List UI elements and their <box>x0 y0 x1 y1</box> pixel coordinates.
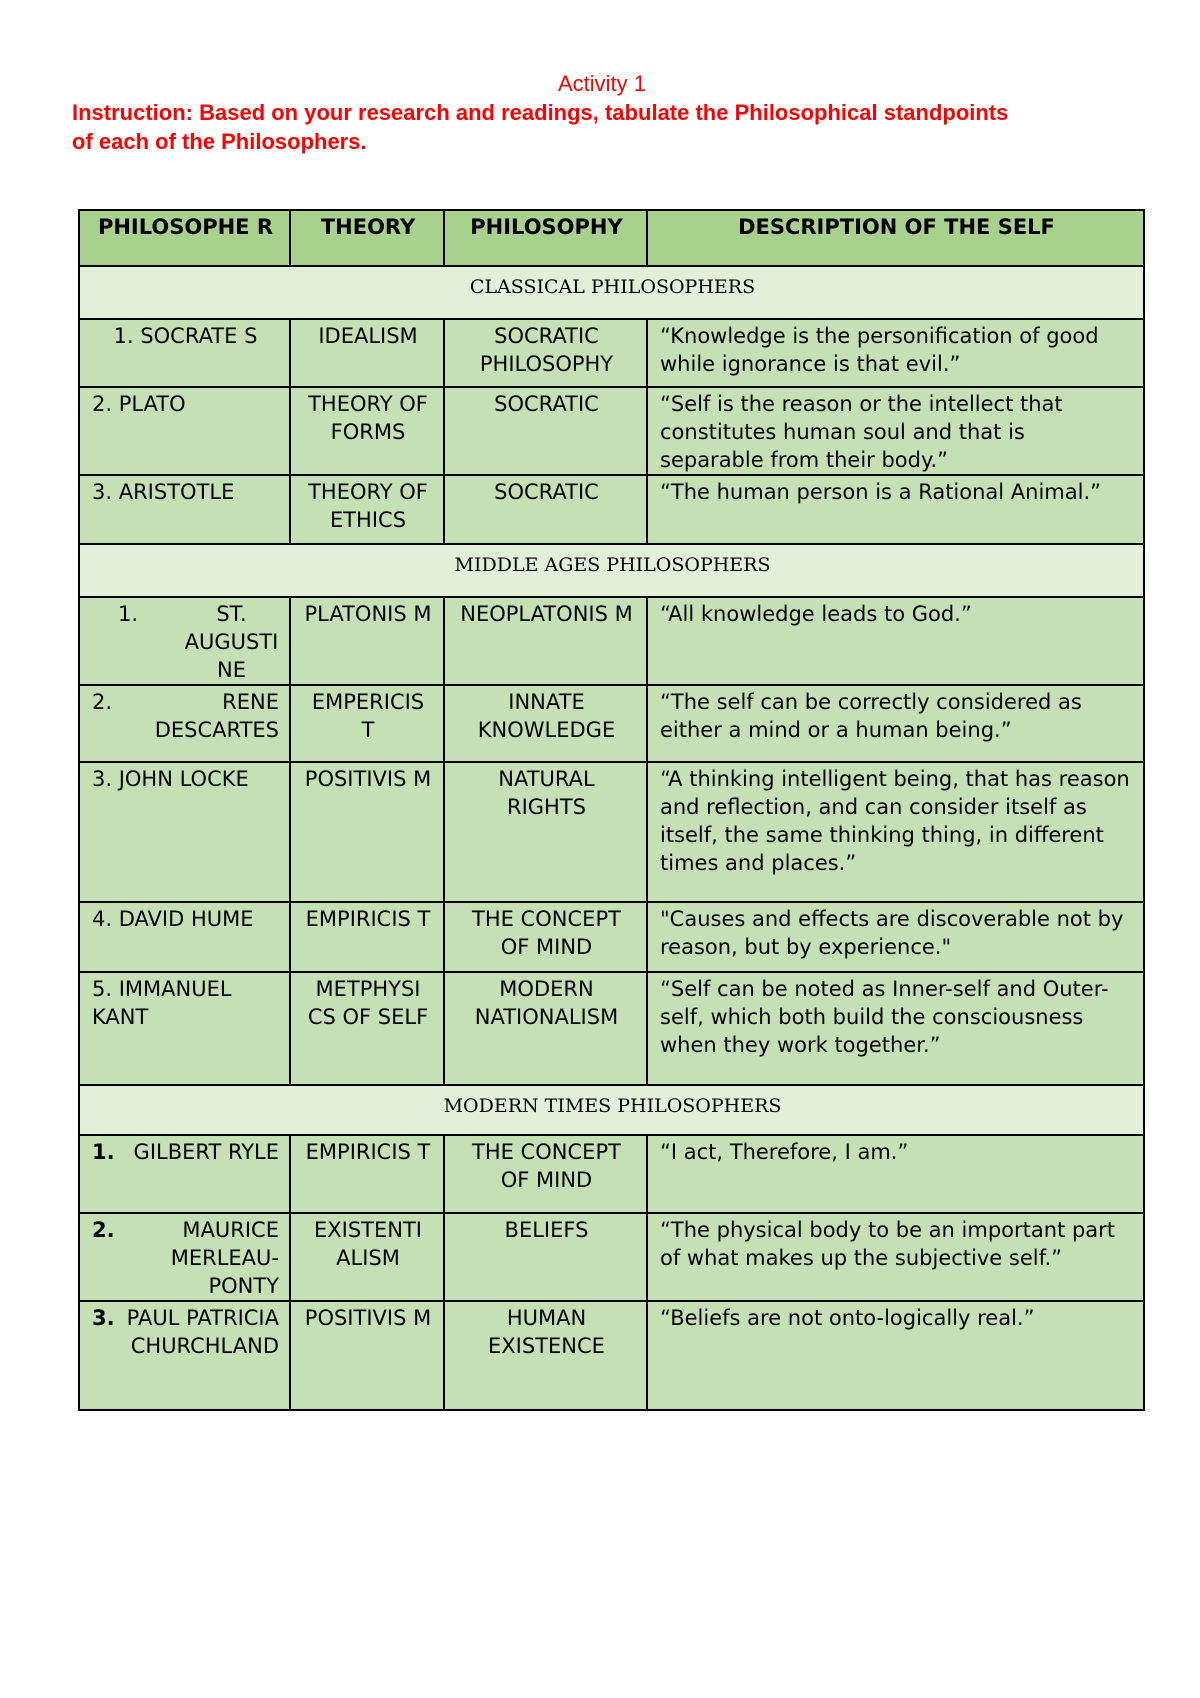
cell-description: “I act, Therefore, I am.” <box>647 1135 1144 1213</box>
section-title: MODERN TIMES PHILOSOPHERS <box>79 1085 1144 1135</box>
cell-philosophy: SOCRATIC <box>444 387 647 475</box>
cell-philosopher: 3. ARISTOTLE <box>79 475 290 544</box>
table-row <box>79 972 1144 1085</box>
table-header-row <box>79 210 1144 266</box>
cell-philosopher: 4. DAVID HUME <box>79 902 290 972</box>
cell-theory: POSITIVIS M <box>290 1301 444 1410</box>
cell-philosophy: MODERN NATIONALISM <box>444 972 647 1085</box>
cell-description: “Knowledge is the personification of good while ignorance is that evil.” <box>647 319 1144 387</box>
table-row <box>79 1135 1144 1213</box>
philosopher-name: ST. AUGUSTI NE <box>184 602 279 682</box>
cell-theory: METPHYSI CS OF SELF <box>290 972 444 1085</box>
cell-theory: PLATONIS M <box>290 597 444 685</box>
section-row-classical <box>79 266 1144 319</box>
table-row <box>79 319 1144 387</box>
cell-description: “All knowledge leads to God.” <box>647 597 1144 685</box>
cell-theory: EMPERICIS T <box>290 685 444 762</box>
cell-description: “The self can be correctly considered as either a mind or a human being.” <box>647 685 1144 762</box>
philosopher-number: 1. <box>92 1140 115 1164</box>
header-theory: THEORY <box>290 210 444 266</box>
philosopher-number: 1. <box>118 602 139 626</box>
table-row <box>79 1301 1144 1410</box>
cell-theory: EXISTENTI ALISM <box>290 1213 444 1301</box>
cell-description: “Beliefs are not onto-logically real.” <box>647 1301 1144 1410</box>
table-row <box>79 597 1144 685</box>
cell-philosopher <box>79 597 290 685</box>
section-row-middle-ages <box>79 544 1144 597</box>
header-philosopher: PHILOSOPHE R <box>79 210 290 266</box>
document-heading <box>72 70 1132 156</box>
cell-philosophy: NEOPLATONIS M <box>444 597 647 685</box>
header-description: DESCRIPTION OF THE SELF <box>647 210 1144 266</box>
cell-philosopher: 3. JOHN LOCKE <box>79 762 290 902</box>
cell-description: “The physical body to be an important part of what makes up the subjective self.” <box>647 1213 1144 1301</box>
header-philosophy: PHILOSOPHY <box>444 210 647 266</box>
cell-philosopher <box>79 685 290 762</box>
philosopher-number: 2. <box>92 690 113 714</box>
instruction-line-2: of each of the Philosophers. <box>72 129 367 154</box>
cell-philosophy: BELIEFS <box>444 1213 647 1301</box>
cell-philosopher: 5. IMMANUEL KANT <box>79 972 290 1085</box>
cell-theory: EMPIRICIS T <box>290 1135 444 1213</box>
cell-philosophy: INNATE KNOWLEDGE <box>444 685 647 762</box>
cell-philosopher <box>79 1135 290 1213</box>
table-row <box>79 762 1144 902</box>
cell-theory: POSITIVIS M <box>290 762 444 902</box>
table-row <box>79 1213 1144 1301</box>
cell-philosopher: 1. SOCRATE S <box>79 319 290 387</box>
cell-theory: EMPIRICIS T <box>290 902 444 972</box>
cell-description: “A thinking intelligent being, that has reason and reflection, and can consider itself as itself, the same thinking thing, in different times and places.” <box>647 762 1144 902</box>
section-row-modern-times <box>79 1085 1144 1135</box>
cell-philosopher: 2. PLATO <box>79 387 290 475</box>
philosopher-name: PAUL PATRICIA CHURCHLAND <box>126 1306 279 1358</box>
philosopher-number: 2. <box>92 1218 115 1242</box>
cell-philosopher <box>79 1213 290 1301</box>
section-title: MIDDLE AGES PHILOSOPHERS <box>79 544 1144 597</box>
philosopher-name: RENE DESCARTES <box>154 690 279 742</box>
cell-philosophy: SOCRATIC <box>444 475 647 544</box>
table-row <box>79 387 1144 475</box>
cell-description: “Self can be noted as Inner-self and Outer-self, which both build the consciousness when they work together.” <box>647 972 1144 1085</box>
table-row <box>79 902 1144 972</box>
philosopher-number: 3. <box>92 1306 115 1330</box>
cell-theory: IDEALISM <box>290 319 444 387</box>
cell-philosophy: HUMAN EXISTENCE <box>444 1301 647 1410</box>
cell-philosophy: THE CONCEPT OF MIND <box>444 1135 647 1213</box>
philosopher-name: GILBERT RYLE <box>133 1140 279 1164</box>
cell-philosophy: THE CONCEPT OF MIND <box>444 902 647 972</box>
philosophers-table <box>78 209 1145 1411</box>
cell-description: "Causes and effects are discoverable not by reason, but by experience." <box>647 902 1144 972</box>
philosopher-name: MAURICE MERLEAU-PONTY <box>170 1218 279 1298</box>
cell-philosophy: NATURAL RIGHTS <box>444 762 647 902</box>
cell-theory: THEORY OF FORMS <box>290 387 444 475</box>
table-row <box>79 475 1144 544</box>
activity-title: Activity 1 <box>557 71 647 96</box>
instruction-line-1: Instruction: Based on your research and readings, tabulate the Philosophical standpoints <box>72 100 1009 125</box>
cell-description: “The human person is a Rational Animal.” <box>647 475 1144 544</box>
cell-description: “Self is the reason or the intellect that constitutes human soul and that is separable from their body.” <box>647 387 1144 475</box>
table-row <box>79 685 1144 762</box>
cell-philosopher <box>79 1301 290 1410</box>
section-title: CLASSICAL PHILOSOPHERS <box>79 266 1144 319</box>
cell-theory: THEORY OF ETHICS <box>290 475 444 544</box>
cell-philosophy: SOCRATIC PHILOSOPHY <box>444 319 647 387</box>
